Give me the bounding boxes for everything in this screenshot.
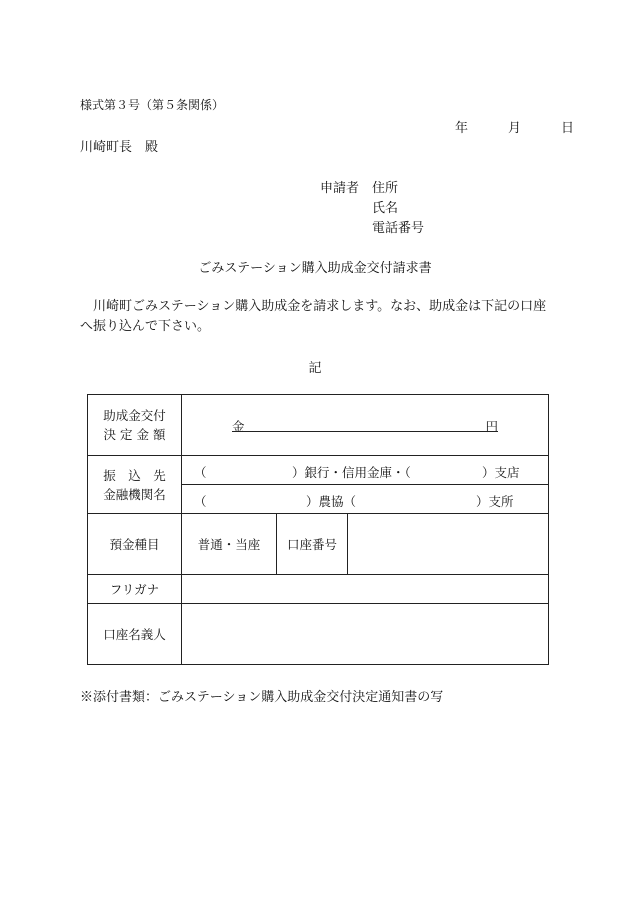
applicant-address-label: 住所 xyxy=(372,181,399,196)
bank-row-1 xyxy=(88,456,549,485)
furigana-input-cell[interactable] xyxy=(182,575,549,604)
bank-row1-middle: ）銀行・信用金庫・（ xyxy=(292,465,411,480)
bank-label-cell xyxy=(88,456,182,514)
date-day: 日 xyxy=(561,121,575,136)
ki-label: 記 xyxy=(308,361,322,376)
account-holder-label-cell: 口座名義人 xyxy=(88,604,182,665)
account-row xyxy=(88,514,549,575)
account-number-input-cell[interactable] xyxy=(348,514,549,575)
bank-label-line2: 金融機関名 xyxy=(103,486,166,502)
furigana-label-cell: フリガナ xyxy=(88,575,182,604)
bank-row2-open: （ xyxy=(194,494,207,509)
attachment-note: ※添付書類：ごみステーション購入助成金交付決定通知書の写 xyxy=(80,690,444,705)
bank-name-cell[interactable] xyxy=(182,456,549,485)
deposit-type-value-cell[interactable]: 普通・当座 xyxy=(182,514,277,575)
bank-row2-middle: ）農協（ xyxy=(306,494,357,509)
agri-coop-cell[interactable] xyxy=(182,485,549,514)
amount-suffix: 円 xyxy=(485,419,498,434)
deposit-type-label-cell: 預金種目 xyxy=(88,514,182,575)
amount-label-line1: 助成金交付 xyxy=(103,408,166,423)
addressee: 川崎町長 殿 xyxy=(80,140,159,155)
account-number-label-cell: 口座番号 xyxy=(277,514,348,575)
applicant-name-label: 氏名 xyxy=(372,201,399,216)
amount-prefix: 金 xyxy=(232,419,245,434)
bank-row1-open: （ xyxy=(194,465,207,480)
amount-underline xyxy=(232,431,498,432)
bank-row1-end: ）支店 xyxy=(482,465,520,480)
account-holder-input-cell[interactable] xyxy=(182,604,549,665)
amount-row xyxy=(88,395,549,456)
date-year: 年 xyxy=(455,121,469,136)
bank-transfer-table xyxy=(87,394,549,665)
applicant-label: 申請者 xyxy=(320,181,360,196)
form-number: 様式第３号（第５条関係） xyxy=(80,98,225,112)
applicant-phone-label: 電話番号 xyxy=(372,221,425,236)
amount-value-cell[interactable] xyxy=(182,395,549,456)
account-holder-row xyxy=(88,604,549,665)
bank-row2-end: ）支所 xyxy=(476,494,514,509)
date-month: 月 xyxy=(508,121,522,136)
document-title: ごみステーション購入助成金交付請求書 xyxy=(198,261,432,276)
furigana-row xyxy=(88,575,549,604)
amount-label-cell xyxy=(88,395,182,456)
bank-label-line1: 振 込 先 xyxy=(103,467,166,483)
date-line xyxy=(455,117,574,136)
body-text: 川崎町ごみステーション購入助成金を請求します。なお、助成金は下記の口座へ振り込んで下さい。 xyxy=(80,299,547,334)
amount-label-line2: 決 定 金 額 xyxy=(103,427,166,442)
